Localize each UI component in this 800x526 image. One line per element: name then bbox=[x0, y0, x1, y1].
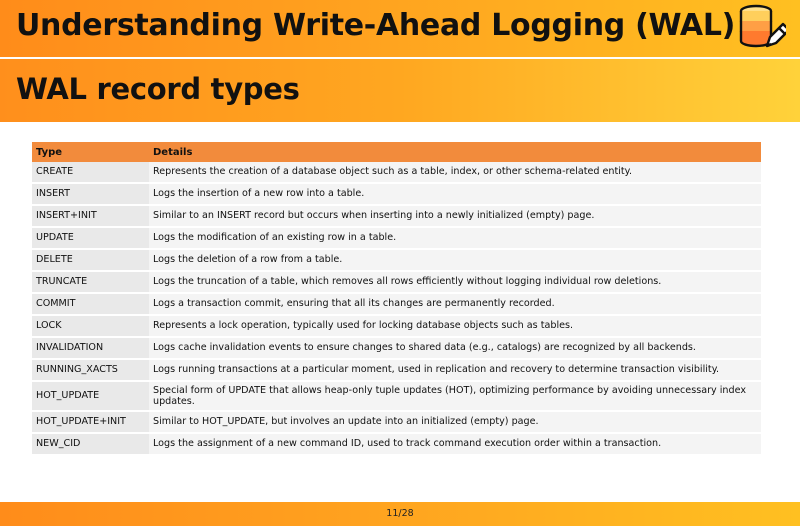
record-type: TRUNCATE bbox=[32, 271, 149, 293]
record-type: COMMIT bbox=[32, 293, 149, 315]
footer-bar bbox=[0, 502, 800, 526]
table-row bbox=[32, 205, 761, 227]
record-type: DELETE bbox=[32, 249, 149, 271]
table-row bbox=[32, 162, 761, 183]
record-type: NEW_CID bbox=[32, 433, 149, 455]
record-details: Logs the insertion of a new row into a table. bbox=[149, 183, 761, 205]
table-row bbox=[32, 433, 761, 455]
record-details: Logs the truncation of a table, which removes all rows efficiently without logging individual row deletions. bbox=[149, 271, 761, 293]
record-details: Special form of UPDATE that allows heap-only tuple updates (HOT), optimizing performance by avoiding unnecessary index updates. bbox=[149, 381, 761, 411]
record-type: INSERT+INIT bbox=[32, 205, 149, 227]
record-details: Logs a transaction commit, ensuring that all its changes are permanently recorded. bbox=[149, 293, 761, 315]
section-bar bbox=[0, 59, 800, 122]
record-details: Similar to HOT_UPDATE, but involves an update into an initialized (empty) page. bbox=[149, 411, 761, 433]
record-details: Logs the modification of an existing row in a table. bbox=[149, 227, 761, 249]
record-type: LOCK bbox=[32, 315, 149, 337]
record-details: Represents a lock operation, typically used for locking database objects such as tables. bbox=[149, 315, 761, 337]
record-type: CREATE bbox=[32, 162, 149, 183]
table-row bbox=[32, 359, 761, 381]
record-details: Logs the assignment of a new command ID, used to track command execution order within a transaction. bbox=[149, 433, 761, 455]
column-header-type: Type bbox=[32, 142, 149, 162]
record-type: UPDATE bbox=[32, 227, 149, 249]
record-details: Logs running transactions at a particular moment, used in replication and recovery to determine transaction visibility. bbox=[149, 359, 761, 381]
table-header-row bbox=[32, 142, 761, 162]
record-type: INSERT bbox=[32, 183, 149, 205]
wal-record-table bbox=[32, 142, 761, 456]
database-pencil-icon bbox=[734, 2, 786, 54]
record-type: HOT_UPDATE+INIT bbox=[32, 411, 149, 433]
table-row bbox=[32, 293, 761, 315]
table-row bbox=[32, 381, 761, 411]
slide-title: Understanding Write-Ahead Logging (WAL) bbox=[16, 8, 736, 43]
table-row bbox=[32, 249, 761, 271]
page-number: 11/28 bbox=[386, 508, 414, 519]
column-header-details: Details bbox=[149, 142, 761, 162]
title-bar bbox=[0, 0, 800, 57]
table-row bbox=[32, 315, 761, 337]
record-details: Similar to an INSERT record but occurs when inserting into a newly initialized (empty) page. bbox=[149, 205, 761, 227]
table-row bbox=[32, 411, 761, 433]
section-title: WAL record types bbox=[16, 72, 300, 106]
table-row bbox=[32, 271, 761, 293]
record-type: HOT_UPDATE bbox=[32, 381, 149, 411]
record-details: Represents the creation of a database object such as a table, index, or other schema-related entity. bbox=[149, 162, 761, 183]
table-row bbox=[32, 337, 761, 359]
table-row bbox=[32, 227, 761, 249]
record-details: Logs the deletion of a row from a table. bbox=[149, 249, 761, 271]
record-type: RUNNING_XACTS bbox=[32, 359, 149, 381]
table-row bbox=[32, 183, 761, 205]
record-type: INVALIDATION bbox=[32, 337, 149, 359]
record-details: Logs cache invalidation events to ensure changes to shared data (e.g., catalogs) are recognized by all backends. bbox=[149, 337, 761, 359]
